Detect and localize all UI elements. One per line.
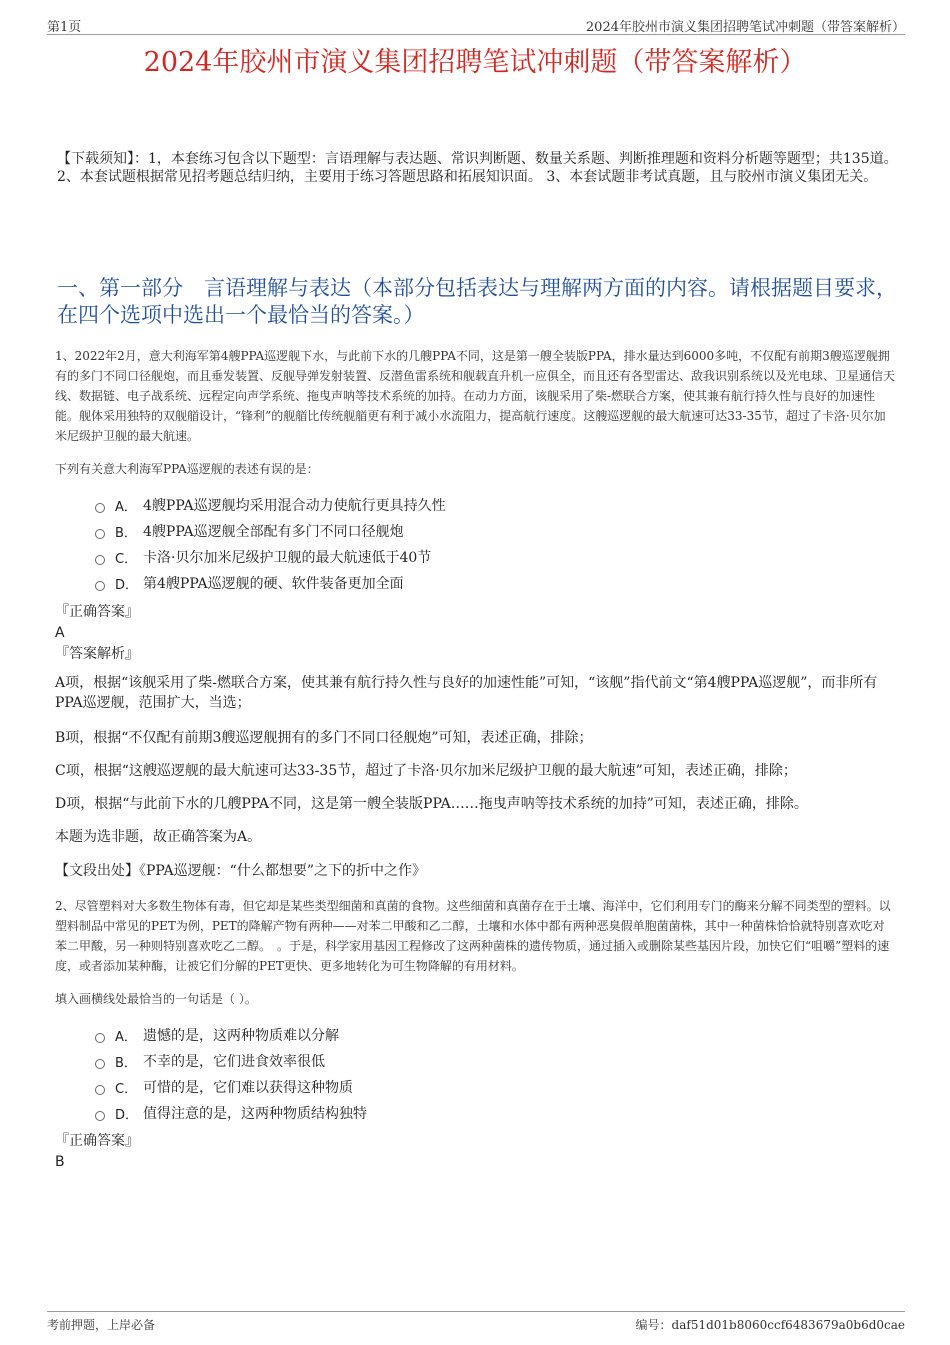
answer-value: A (55, 625, 65, 641)
radio-icon[interactable] (95, 1059, 105, 1069)
question-2-text: 2、尽管塑料对大多数生物体有毒，但它却是某些类型细菌和真菌的食物。这些细菌和真菌存在于土壤、海洋中，它们利用专门的酶来分解不同类型的塑料。以塑料制品中常见的PET为例，PET的降解产物有两种——对苯二甲酸和乙二醇，土壤和水体中都有两种恶臭假单胞菌菌株，其中一种菌株恰恰就特别喜欢吃对苯二甲酸，另一种则特别喜欢吃乙二醇。 。于是，科学家用基因工程修改了这两种菌株的遗传物质，通过插入或删除某些基因片段，加快它们“咀嚼”塑料的速度，或者添加某种酶，让被它们分解的PET更快、更多地转化为可生物降解的有用材料。 (55, 899, 891, 973)
option-d[interactable]: D． 第4艘PPA巡逻舰的硬、软件装备更加全面 (95, 570, 446, 596)
analysis-b: B项，根据“不仅配有前期3艘巡逻舰拥有的多门不同口径舰炮”可知，表述正确，排除； (55, 730, 593, 746)
question-2-prompt: 填入画横线处最恰当的一句话是（ ）。 (55, 992, 257, 1006)
question-1-answer (55, 601, 895, 665)
option-c[interactable]: C． 可惜的是，它们难以获得这种物质 (95, 1074, 367, 1100)
analysis-c: C项，根据“这艘巡逻舰的最大航速可达33-35节，超过了卡洛·贝尔加米尼级护卫舰的最大航速”可知，表述正确，排除； (55, 763, 797, 779)
radio-icon[interactable] (95, 1111, 105, 1121)
analysis-conclusion: 本题为选非题，故正确答案为A。 (55, 829, 262, 845)
option-b[interactable]: B． 4艘PPA巡逻舰全部配有多门不同口径舰炮 (95, 518, 446, 544)
option-b[interactable]: B． 不幸的是，它们进食效率很低 (95, 1048, 367, 1074)
download-notice: 【下载须知】：1，本套练习包含以下题型：言语理解与表达题、常识判断题、数量关系题、判断推理题和资料分析题等题型；共135道。 2、本套试题根据常见招考题总结归纳，主要用于练习答题思路和拓展知识面。 3、本套试题非考试真题，且与胶州市演义集团无关。 (57, 151, 898, 185)
document-title: 2024年胶州市演义集团招聘笔试冲刺题（带答案解析） (143, 47, 807, 78)
document-id: 编号：daf51d01b8060ccf6483679a0b6d0cae (635, 1318, 905, 1332)
passage-source: 【文段出处】《PPA巡逻舰：“什么都想要”之下的折中之作》 (55, 863, 426, 879)
analysis-a: A项，根据“该舰采用了柴-燃联合方案，使其兼有航行持久性与良好的加速性能”可知，“该舰”指代前文“第4艘PPA巡逻舰”，而非所有PPA巡逻舰，范围扩大，当选； (55, 675, 878, 711)
page-number: 第1页 (47, 20, 82, 35)
question-2-answer (55, 1130, 895, 1172)
option-a[interactable]: A． 4艘PPA巡逻舰均采用混合动力使航行更具持久性 (95, 492, 446, 518)
analysis-label: 『答案解析』 (55, 646, 139, 662)
page-footer (47, 1311, 905, 1334)
question-1-options (95, 492, 446, 596)
page-header (47, 14, 905, 35)
option-a[interactable]: A． 遗憾的是，这两种物质难以分解 (95, 1022, 367, 1048)
radio-icon[interactable] (95, 529, 105, 539)
answer-label: 『正确答案』 (55, 1133, 139, 1149)
option-c[interactable]: C． 卡洛·贝尔加米尼级护卫舰的最大航速低于40节 (95, 544, 446, 570)
footer-slogan: 考前押题，上岸必备 (47, 1318, 156, 1332)
radio-icon[interactable] (95, 581, 105, 591)
question-2-options (95, 1022, 367, 1126)
radio-icon[interactable] (95, 503, 105, 513)
radio-icon[interactable] (95, 555, 105, 565)
answer-value: B (55, 1154, 65, 1170)
question-1-prompt: 下列有关意大利海军PPA巡逻舰的表述有误的是： (55, 462, 319, 476)
answer-label: 『正确答案』 (55, 604, 139, 620)
option-d[interactable]: D． 值得注意的是，这两种物质结构独特 (95, 1100, 367, 1126)
question-1-text: 1、2022年2月，意大利海军第4艘PPA巡逻舰下水，与此前下水的几艘PPA不同，这是第一艘全装版PPA，排水量达到6000多吨，不仅配有前期3艘巡逻舰拥有的多门不同口径舰炮，而且垂发装置、反舰导弹发射装置、反潜鱼雷系统和舰载直升机一应俱全，而且还有各型雷达、敌我识别系统以及光电球、卫星通信天线、数据链、电子战系统、远程定向声学系统、拖曳声呐等技术系统的加持。在动力方面，该舰采用了柴-燃联合方案，使其兼有航行持久性与良好的加速性能。舰体采用独特的双舰艏设计，“锋利”的舰艏比传统舰艏更有利于减小水流阻力，提高航行速度。这艘巡逻舰的最大航速可达33-35节，超过了卡洛·贝尔加米尼级护卫舰的最大航速。 (55, 349, 896, 443)
radio-icon[interactable] (95, 1085, 105, 1095)
analysis-d: D项，根据“与此前下水的几艘PPA不同，这是第一艘全装版PPA……拖曳声呐等技术系统的加持”可知，表述正确，排除。 (55, 796, 808, 812)
section-heading: 一、第一部分 言语理解与表达（本部分包括表达与理解两方面的内容。请根据题目要求，在四个选项中选出一个最恰当的答案。） (57, 276, 897, 327)
radio-icon[interactable] (95, 1033, 105, 1043)
header-doc-name: 2024年胶州市演义集团招聘笔试冲刺题（带答案解析） (585, 20, 905, 35)
